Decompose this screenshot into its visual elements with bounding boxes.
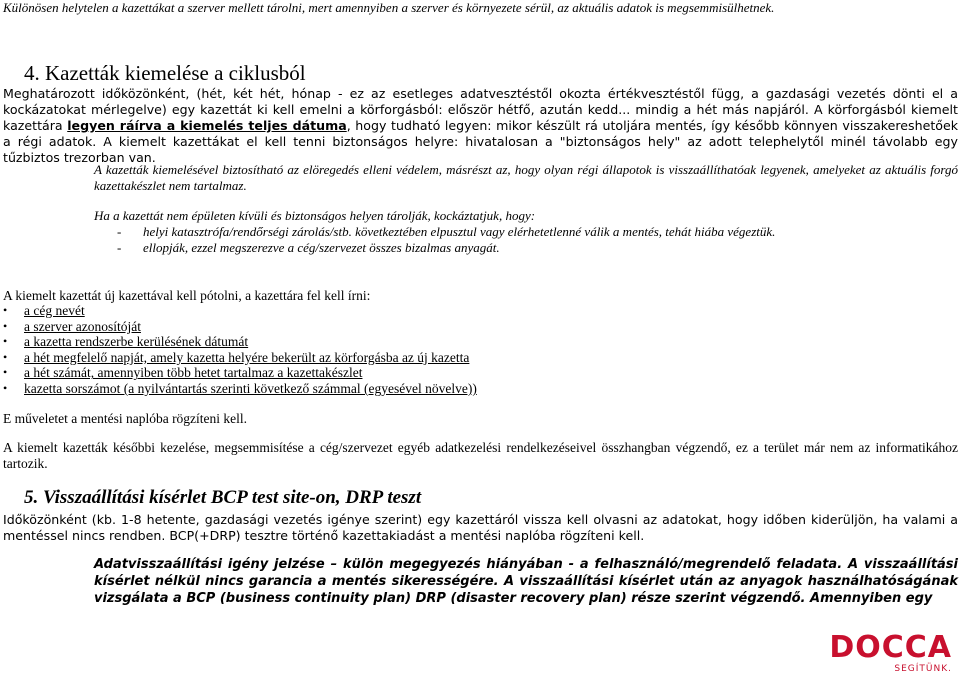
log-paragraph: E műveletet a mentési naplóba rögzíteni kell. <box>3 411 248 426</box>
risk-item: - helyi katasztrófa/rendőrségi zárolás/stb. következtében elpusztul vagy elérhetetlenné válik a mentés, tehát hiába végeztük. <box>117 224 958 240</box>
section-4-heading: 4. Kazetták kiemelése a ciklusból <box>24 61 306 85</box>
docca-logo <box>829 630 952 675</box>
replace-intro: A kiemelt kazettát új kazettával kell pótolni, a kazettára fel kell írni: <box>3 288 371 303</box>
section-5-heading: 5. Visszaállítási kísérlet BCP test site-on, DRP teszt <box>24 487 422 508</box>
handling-paragraph: A kiemelt kazetták későbbi kezelése, megsemmisítése a cég/szervezet egyéb adatkezelési rendelkezéseivel összhangban végzendő, ez a terület már nem az informatikához tartozik. <box>3 440 958 471</box>
label-item <box>3 334 958 350</box>
label-item <box>3 381 958 397</box>
section-5-note: Adatvisszaállítási igény jelzése – külön megegyezés hiányában - a felhasználó/megrendelő feladata. A visszaállítási kísérlet nélkül nincs garancia a mentés sikerességére. A visszaállítási kísérlet után az anyagok használhatóságának vizsgálata a BCP (business continuity plan) DRP (disaster recovery plan) része szerint végzendő. Amennyiben egy <box>94 557 958 606</box>
label-item <box>3 303 958 319</box>
section-4-paragraph-part-a: Meghatározott időközönként, (hét, két hét, hónap - ez az esetleges adatvesztéstől okozta értékvesztéstől függ, a gazdasági vezetés dönti el a kockázatokat mérlegelve) egy kazettát ki kell emelni a körforgásból: először hétfő, azután kedd... mindig a hét más napjáról. A körforgásból kiemelt kazettára <box>3 86 958 133</box>
section-5-paragraph: Időközönként (kb. 1-8 hetente, gazdasági vezetés igénye szerint) egy kazettáról vissza kell olvasni az adatokat, hogy időben kiderüljön, ha valami a mentéssel nincs rendben. BCP(+DRP) tesztre történő kazettakiadást a mentési naplóba rögzíteni kell. <box>3 512 958 543</box>
label-items-list <box>3 303 958 397</box>
label-item-text: a hét számát, amennyiben több hetet tartalmaz a kazettakészlet <box>24 365 363 381</box>
bullet-icon: • <box>3 349 8 364</box>
label-item <box>3 350 958 366</box>
section-4-note: A kazetták kiemelésével biztosítható az elöregedés elleni védelem, másrészt az, hogy olyan régi állapotok is visszaállíthatóak legyenek, amelyeket az aktuális forgó kazettakészlet nem tartalmaz. <box>94 162 958 193</box>
label-item <box>3 365 958 381</box>
risk-list <box>117 224 958 256</box>
label-item <box>3 319 958 335</box>
section-4-paragraph <box>3 86 958 166</box>
risk-item: - ellopják, ezzel megszerezve a cég/szervezet összes bizalmas anyagát. <box>117 240 958 256</box>
bullet-icon: • <box>3 303 8 317</box>
logo-wordmark: DOCCA <box>829 630 952 665</box>
logo-tagline: SEGÍTÜNK. <box>894 664 952 674</box>
bullet-icon: • <box>3 334 8 349</box>
section-4-emphasis: legyen ráírva a kiemelés teljes dátuma <box>67 118 347 133</box>
risk-intro: Ha a kazettát nem épületen kívüli és biztonságos helyen tárolják, kockáztatjuk, hogy: <box>94 208 536 223</box>
intro-paragraph: Különösen helytelen a kazettákat a szerver mellett tárolni, mert amennyiben a szerver és környezete sérül, az aktuális adatok is megsemmisülhetnek. <box>3 0 775 15</box>
bullet-icon: • <box>3 380 8 395</box>
label-item-text: kazetta sorszámot (a nyilvántartás szerinti következő számmal (egyesével növelve)) <box>24 380 477 396</box>
label-item-text: a szerver azonosítóját <box>24 318 141 334</box>
bullet-icon: • <box>3 318 8 333</box>
label-item-text: a kazetta rendszerbe kerülésének dátumát <box>24 334 249 350</box>
label-item-text: a cég nevét <box>24 303 85 318</box>
bullet-icon: • <box>3 365 8 380</box>
section-4-paragraph-part-c: , hogy tudható legyen: mikor készült rá utoljára mentés, így később könnyen visszakereshetőek a régi adatok. A kiemelt kazettákat el kell tenni biztonságos helyre: hivatalosan a "biztonságos hely" az adott telephelytől minél távolabb egy tűzbiztos trezorban van. <box>3 118 958 165</box>
label-item-text: a hét megfelelő napját, amely kazetta helyére bekerült az körforgásba az új kazetta <box>24 349 470 365</box>
